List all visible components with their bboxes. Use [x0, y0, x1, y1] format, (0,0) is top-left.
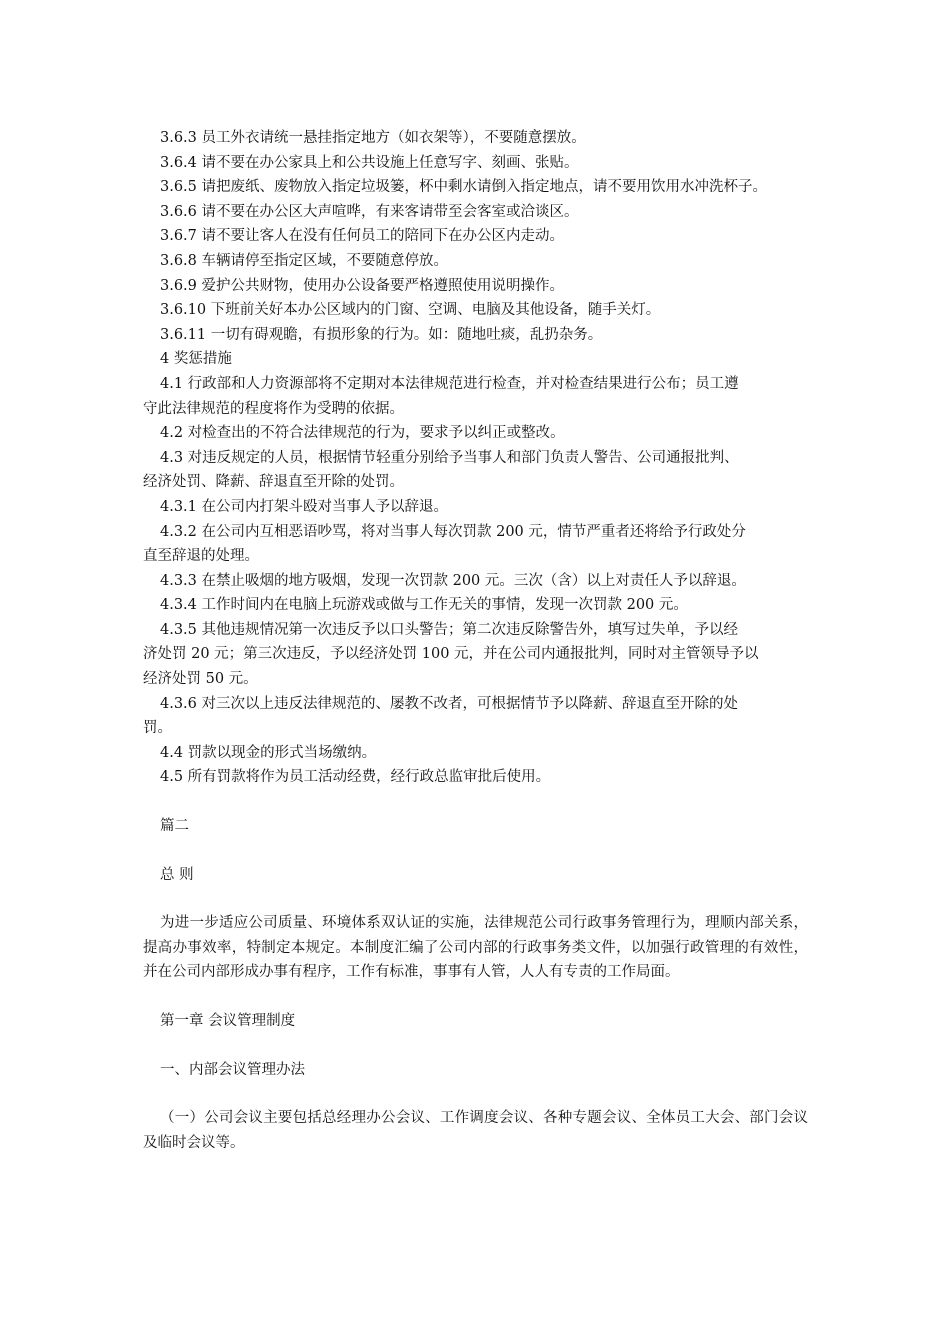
text-line: 3.6.7 请不要让客人在没有任何员工的陪同下在办公区内走动。 — [160, 228, 565, 245]
text-line: 经济处罚、降薪、辞退直至开除的处罚。 — [143, 474, 404, 491]
general-title: 总 则 — [160, 866, 194, 883]
text-line: 直至辞退的处理。 — [143, 548, 259, 565]
text-line: 4.3.4 工作时间内在电脑上玩游戏或做与工作无关的事情，发现一次罚款 200 元。 — [160, 597, 688, 614]
text-line: 4.3.2 在公司内互相恶语吵骂，将对当事人每次罚款 200 元，情节严重者还将给予行政处分 — [160, 523, 746, 540]
text-line: 3.6.6 请不要在办公区大声喧哗，有来客请带至会客室或洽谈区。 — [160, 203, 579, 220]
chapter-title: 第一章 会议管理制度 — [160, 1013, 296, 1029]
text-line: 3.6.10 下班前关好本办公区域内的门窗、空调、电脑及其他设备，随手关灯。 — [160, 302, 661, 319]
meeting-types-paragraph: （一）公司会议主要包括总经理办公会议、工作调度会议、各种专题会议、全体员工大会、部门会议及临时会议等。 — [143, 1110, 808, 1151]
text-line: 守此法律规范的程度将作为受聘的依据。 — [143, 400, 404, 417]
text-line: 4.3.1 在公司内打架斗殴对当事人予以辞退。 — [160, 498, 449, 515]
text-line: 3.6.11 一切有碍观瞻，有损形象的行为。如：随地吐痰，乱扔杂务。 — [160, 326, 603, 343]
text-line: 4.5 所有罚款将作为员工活动经费，经行政总监审批后使用。 — [160, 769, 551, 786]
text-line: 4.3.5 其他违规情况第一次违反予以口头警告；第二次违反除警告外，填写过失单，予以经 — [160, 621, 738, 638]
text-line: 4.3 对违反规定的人员，根据情节轻重分别给予当事人和部门负责人警告、公司通报批判、 — [160, 449, 739, 466]
document-page — [143, 126, 808, 1155]
text-line: 4.3.3 在禁止吸烟的地方吸烟，发现一次罚款 200 元。三次（含）以上对责任人予以辞退。 — [160, 572, 746, 589]
text-line: 罚。 — [143, 720, 172, 737]
text-line: 3.6.3 员工外衣请统一悬挂指定地方（如衣架等），不要随意摆放。 — [160, 130, 586, 146]
general-paragraph: 为进一步适应公司质量、环境体系双认证的实施，法律规范公司行政事务管理行为，理顺内部关系，提高办事效率，特制定本规定。本制度汇编了公司内部的行政事务类文件，以加强行政管理的有效性，并在公司内部形成办事有程序，工作有标准，事事有人管，人人有专责的工作局面。 — [143, 915, 808, 981]
text-line: 济处罚 20 元；第三次违反，予以经济处罚 100 元，并在公司内通报批判，同时对主管领导予以 — [143, 646, 759, 663]
section-heading: 4 奖惩措施 — [160, 351, 232, 368]
part-title: 篇二 — [160, 818, 189, 835]
text-line: 3.6.5 请把废纸、废物放入指定垃圾篓，杯中剩水请倒入指定地点，请不要用饮用水冲洗杯子。 — [160, 179, 767, 196]
text-line: 经济处罚 50 元。 — [143, 671, 258, 688]
text-line: 3.6.8 车辆请停至指定区域，不要随意停放。 — [160, 252, 449, 269]
text-line: 3.6.4 请不要在办公家具上和公共设施上任意写字、刻画、张贴。 — [160, 154, 579, 171]
subsection-title: 一、内部会议管理办法 — [160, 1061, 305, 1078]
text-line: 3.6.9 爱护公共财物，使用办公设备要严格遵照使用说明操作。 — [160, 277, 565, 294]
text-line: 4.4 罚款以现金的形式当场缴纳。 — [160, 744, 377, 761]
text-line: 4.3.6 对三次以上违反法律规范的、屡教不改者，可根据情节予以降薪、辞退直至开除的处 — [160, 695, 738, 712]
text-line: 4.2 对检查出的不符合法律规范的行为，要求予以纠正或整改。 — [160, 425, 565, 442]
text-line: 4.1 行政部和人力资源部将不定期对本法律规范进行检查，并对检查结果进行公布；员工遵 — [160, 375, 739, 392]
